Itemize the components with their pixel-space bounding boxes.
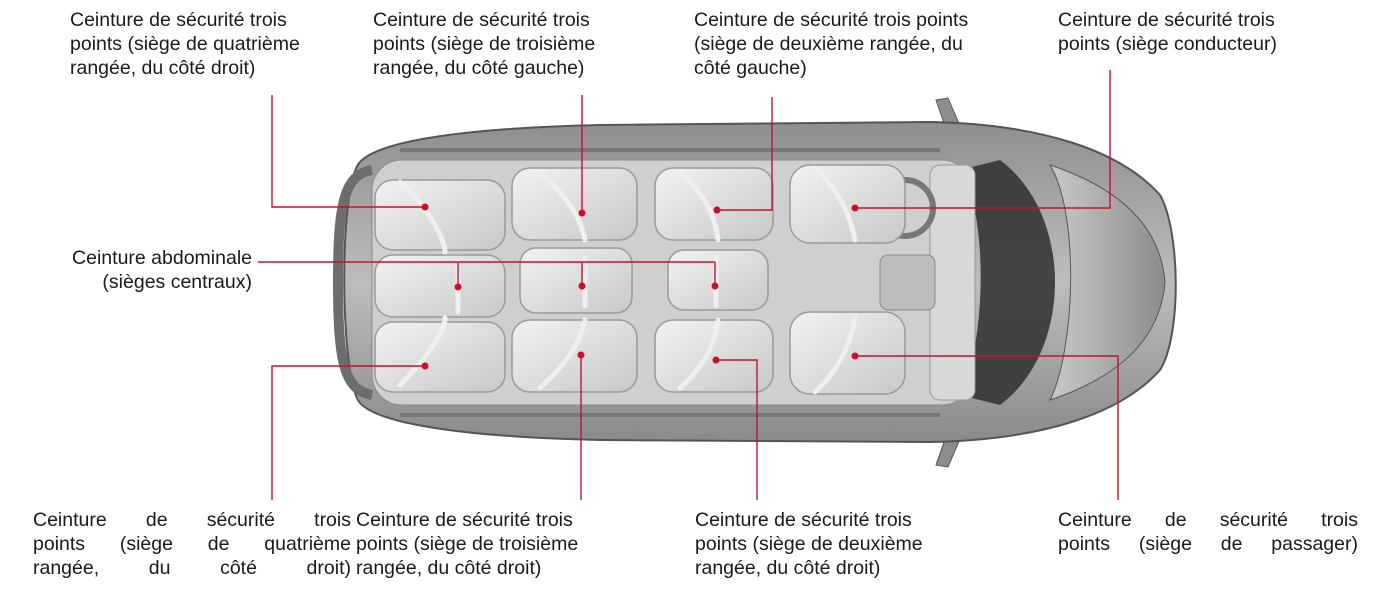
label-bottom-1: Ceinture de sécurité trois points (siège de quatrième rangée, du côté droit) <box>33 509 351 579</box>
dashboard <box>930 165 975 400</box>
label-bottom-2: Ceinture de sécurité trois points (siège de troisième rangée, du côté droit) <box>356 509 579 579</box>
seat-row3-center <box>520 248 632 313</box>
label-bottom-3: Ceinture de sécurité trois points (siège de deuxième rangée, du côté droit) <box>695 509 923 579</box>
seat-row3-left <box>512 168 637 240</box>
seat-passenger <box>790 312 905 394</box>
seat-row3-right <box>512 320 637 392</box>
seat-driver <box>790 165 905 243</box>
label-top-1: Ceinture de sécurité trois points (siège de quatrième rangée, du côté droit) <box>70 9 300 79</box>
label-top-2: Ceinture de sécurité trois points (siège de troisième rangée, du côté gauche) <box>373 9 596 79</box>
center-console <box>880 255 935 310</box>
label-top-4: Ceinture de sécurité trois points (siège conducteur) <box>1058 9 1277 55</box>
seat-row4-center <box>375 255 505 317</box>
label-middle: Ceinture abdominale (sièges centraux) <box>72 247 252 293</box>
label-top-3: Ceinture de sécurité trois points (siège de deuxième rangée, du côté gauche) <box>694 9 969 79</box>
label-bottom-4: Ceinture de sécurité trois points (siège de passager) <box>1058 509 1358 555</box>
